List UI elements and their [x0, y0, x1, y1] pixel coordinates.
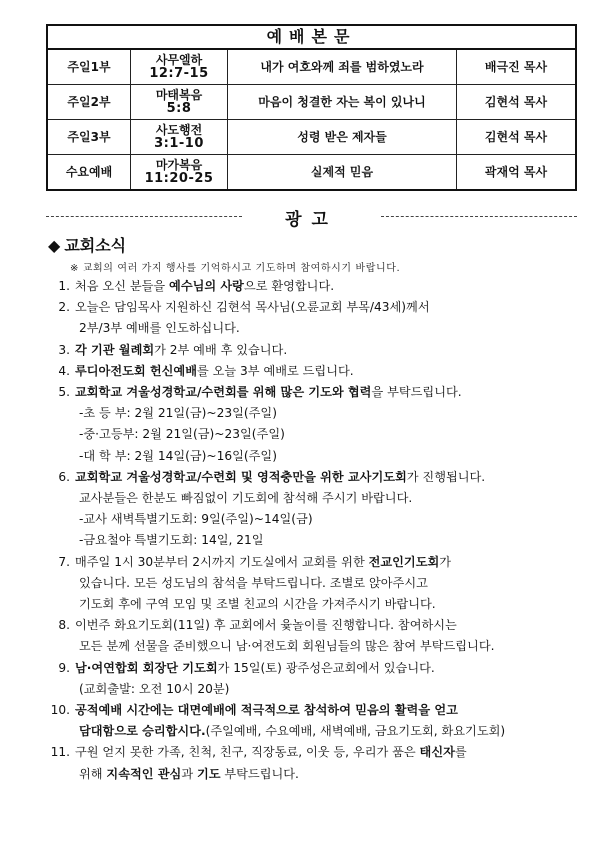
scripture-verse: 12:7-15 [149, 66, 209, 81]
service-name: 주일2부 [47, 85, 131, 120]
item-text: 구원 얻지 못한 가족, 친척, 친구, 직장동료, 이웃 등, 우리가 품은 [75, 745, 420, 760]
scripture-reference [131, 155, 228, 191]
scripture-book: 마가복음 [155, 158, 203, 172]
item-text: 있습니다. 모든 성도님의 참석을 부탁드립니다. 조별로 앉아주시고 [79, 575, 428, 590]
scripture-reference [131, 85, 228, 120]
item-text: 교사분들은 한분도 빠짐없이 기도회에 참석해 주시기 바랍니다. [79, 491, 413, 506]
item-number: 5. [58, 385, 70, 400]
worship-table-header: 예배본문 [47, 25, 576, 49]
item-text: 를 [454, 745, 467, 760]
item-number: 2. [58, 300, 70, 315]
scripture-reference [131, 49, 228, 85]
scripture-book: 사무엘하 [155, 53, 203, 67]
preacher-name: 배극진 목사 [457, 49, 577, 85]
item-text: 가 진행됩니다. [406, 469, 486, 484]
dashed-rule-right [381, 216, 577, 217]
item-number: 8. [58, 618, 70, 633]
scripture-book: 사도행전 [155, 123, 203, 137]
preacher-name: 김현석 목사 [457, 120, 577, 155]
news-list [46, 276, 586, 785]
item-number: 3. [58, 342, 70, 357]
item-number: 10. [50, 703, 70, 718]
schedule-line: -금요철야 특별기도회: 14일, 21일 [79, 533, 264, 548]
service-name: 주일1부 [47, 49, 131, 85]
list-item [46, 658, 586, 700]
scripture-book: 마태복음 [155, 88, 203, 102]
list-item [46, 615, 586, 657]
sermon-title: 성령 받은 제자들 [228, 120, 457, 155]
church-news-label: 교회소식 [64, 236, 127, 255]
item-highlight: 담대함으로 승리합시다. [79, 724, 206, 739]
church-news-heading [48, 233, 126, 256]
list-item [46, 276, 586, 297]
item-text: 오늘은 담임목사 지원하신 김현석 목사님(오륜교회 부목/43세)께서 [75, 300, 430, 315]
item-highlight: 남·여연합회 회장단 기도회 [75, 660, 218, 675]
item-text: 과 [181, 766, 197, 781]
item-number: 1. [58, 279, 70, 293]
item-text: 모든 분께 선물을 준비했으니 남·여전도회 회원님들의 많은 참여 부탁드립니다. [79, 639, 495, 654]
item-text: 부탁드립니다. [220, 766, 299, 781]
item-number: 7. [58, 554, 70, 569]
item-number: 4. [58, 363, 70, 378]
worship-table [46, 24, 577, 191]
item-text: (교회출발: 오전 10시 20분) [79, 681, 230, 696]
sermon-title: 실제적 믿음 [228, 155, 457, 191]
item-text: 가 [439, 554, 452, 569]
item-text: 기도회 후에 구역 모임 및 조별 친교의 시간을 가져주시기 바랍니다. [79, 597, 436, 612]
list-item [46, 382, 586, 467]
preacher-name: 곽재억 목사 [457, 155, 577, 191]
item-text: 2부/3부 예배를 인도하십니다. [79, 321, 240, 336]
list-item [46, 361, 586, 382]
scripture-verse: 5:8 [166, 101, 192, 116]
announcements-divider [46, 205, 577, 230]
worship-row [47, 49, 576, 85]
item-number: 11. [50, 745, 70, 760]
item-highlight: 교회학교 겨울성경학교/수련회 및 영적충만을 위한 교사기도회 [75, 469, 407, 484]
item-highlight: 예수님의 사랑 [169, 279, 244, 293]
scripture-reference [131, 120, 228, 155]
item-text [75, 764, 586, 785]
church-news-note: ※ 교회의 여러 가지 행사를 기억하시고 기도하며 참여하시기 바랍니다. [70, 263, 401, 274]
item-highlight: 태신자 [419, 745, 455, 760]
item-highlight: 각 기관 월례회 [75, 342, 155, 357]
item-highlight: 전교인기도회 [368, 554, 440, 569]
item-text: 처음 오신 분들을 [75, 279, 170, 293]
list-item [46, 742, 586, 784]
item-text: 가 15일(토) 광주성은교회에서 있습니다. [217, 660, 435, 675]
list-item [46, 297, 586, 339]
service-name: 주일3부 [47, 120, 131, 155]
item-highlight: 교회학교 겨울성경학교/수련회를 위해 많은 기도와 협력 [75, 385, 372, 400]
sermon-title: 마음이 청결한 자는 복이 있나니 [228, 85, 457, 120]
scripture-verse: 3:1-10 [154, 136, 204, 151]
scripture-verse: 11:20-25 [144, 171, 214, 186]
schedule-line: -초 등 부: 2월 21일(금)~23일(주일) [79, 406, 277, 421]
item-text: 이번주 화요기도회(11일) 후 교회에서 윷놀이를 진행합니다. 참여하시는 [75, 618, 457, 633]
item-text: 으로 환영합니다. [243, 279, 335, 293]
worship-row [47, 155, 576, 191]
item-highlight: 루디아전도회 헌신예배 [75, 363, 197, 378]
schedule-line: -대 학 부: 2월 14일(금)~16일(주일) [79, 448, 277, 463]
worship-row [47, 120, 576, 155]
service-name: 수요예배 [47, 155, 131, 191]
list-item [46, 340, 586, 361]
sermon-title: 내가 여호와께 죄를 범하였노라 [228, 49, 457, 85]
item-text: 를 오늘 3부 예배로 드립니다. [196, 363, 354, 378]
schedule-line: -중·고등부: 2월 21일(금)~23일(주일) [79, 427, 285, 442]
item-text: 위해 [79, 766, 107, 781]
diamond-bullet-icon: ◆ [48, 236, 61, 255]
item-text: (주일예배, 수요예배, 새벽예배, 금요기도회, 화요기도회) [205, 724, 506, 739]
list-item [46, 467, 586, 552]
item-number: 9. [58, 660, 70, 675]
list-item [46, 700, 586, 742]
item-highlight: 기도 [196, 766, 221, 781]
list-item [46, 552, 586, 616]
item-highlight: 지속적인 관심 [106, 766, 182, 781]
item-text [75, 721, 586, 742]
item-text: 매주일 1시 30분부터 2시까지 기도실에서 교회를 위한 [75, 554, 369, 569]
item-highlight: 공적예배 시간에는 대면예배에 적극적으로 참석하여 믿음의 활력을 얻고 [75, 703, 458, 718]
item-number: 6. [58, 469, 70, 484]
announcements-title: 광고 [285, 210, 338, 230]
preacher-name: 김현석 목사 [457, 85, 577, 120]
schedule-line: -교사 새벽특별기도회: 9일(주일)~14일(금) [79, 512, 313, 527]
worship-row [47, 85, 576, 120]
item-text: 을 부탁드립니다. [371, 385, 462, 400]
item-text: 가 2부 예배 후 있습니다. [154, 342, 288, 357]
